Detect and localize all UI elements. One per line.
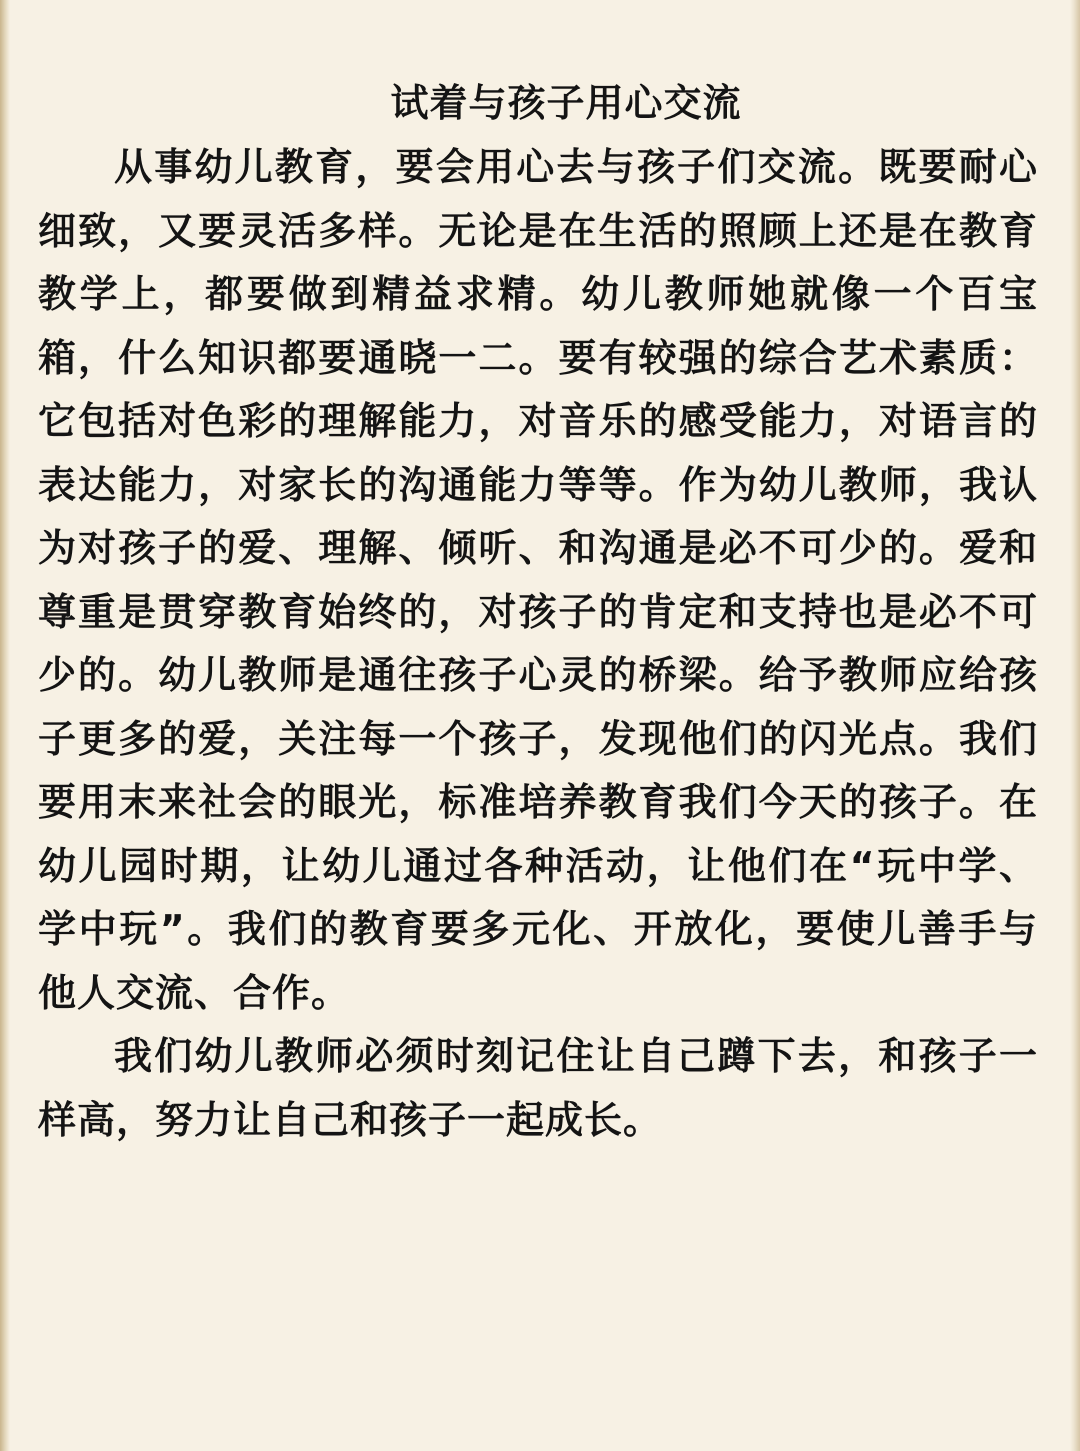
- page-edge-right: [1070, 0, 1080, 1451]
- paragraph-2: 我们幼儿教师必须时刻记住让自己蹲下去，和孩子一样高，努力让自己和孩子一起成长。: [38, 1034, 1038, 1142]
- document-page: [38, 70, 1038, 1152]
- page-edge-left: [0, 0, 10, 1451]
- document-title: 试着与孩子用心交流: [390, 81, 742, 125]
- paragraph-1: 从事幼儿教育，要会用心去与孩子们交流。既要耐心细致，又要灵活多样。无论是在生活的照顾上还是在教育教学上，都要做到精益求精。幼儿教师她就像一个百宝箱，什么知识都要通晓一二。要有较强的综合艺术素质：它包括对色彩的理解能力，对音乐的感受能力，对语言的表达能力，对家长的沟通能力等等。作为幼儿教师，我认为对孩子的爱、理解、倾听、和沟通是必不可少的。爱和尊重是贯穿教育始终的，对孩子的肯定和支持也是必不可少的。幼儿教师是通往孩子心灵的桥梁。给予教师应给孩子更多的爱，关注每一个孩子，发现他们的闪光点。我们要用末来社会的眼光，标准培养教育我们今天的孩子。在幼儿园时期，让幼儿通过各种活动，让他们在“玩中学、学中玩”。我们的教育要多元化、开放化，要使儿善手与他人交流、合作。: [38, 145, 1038, 1015]
